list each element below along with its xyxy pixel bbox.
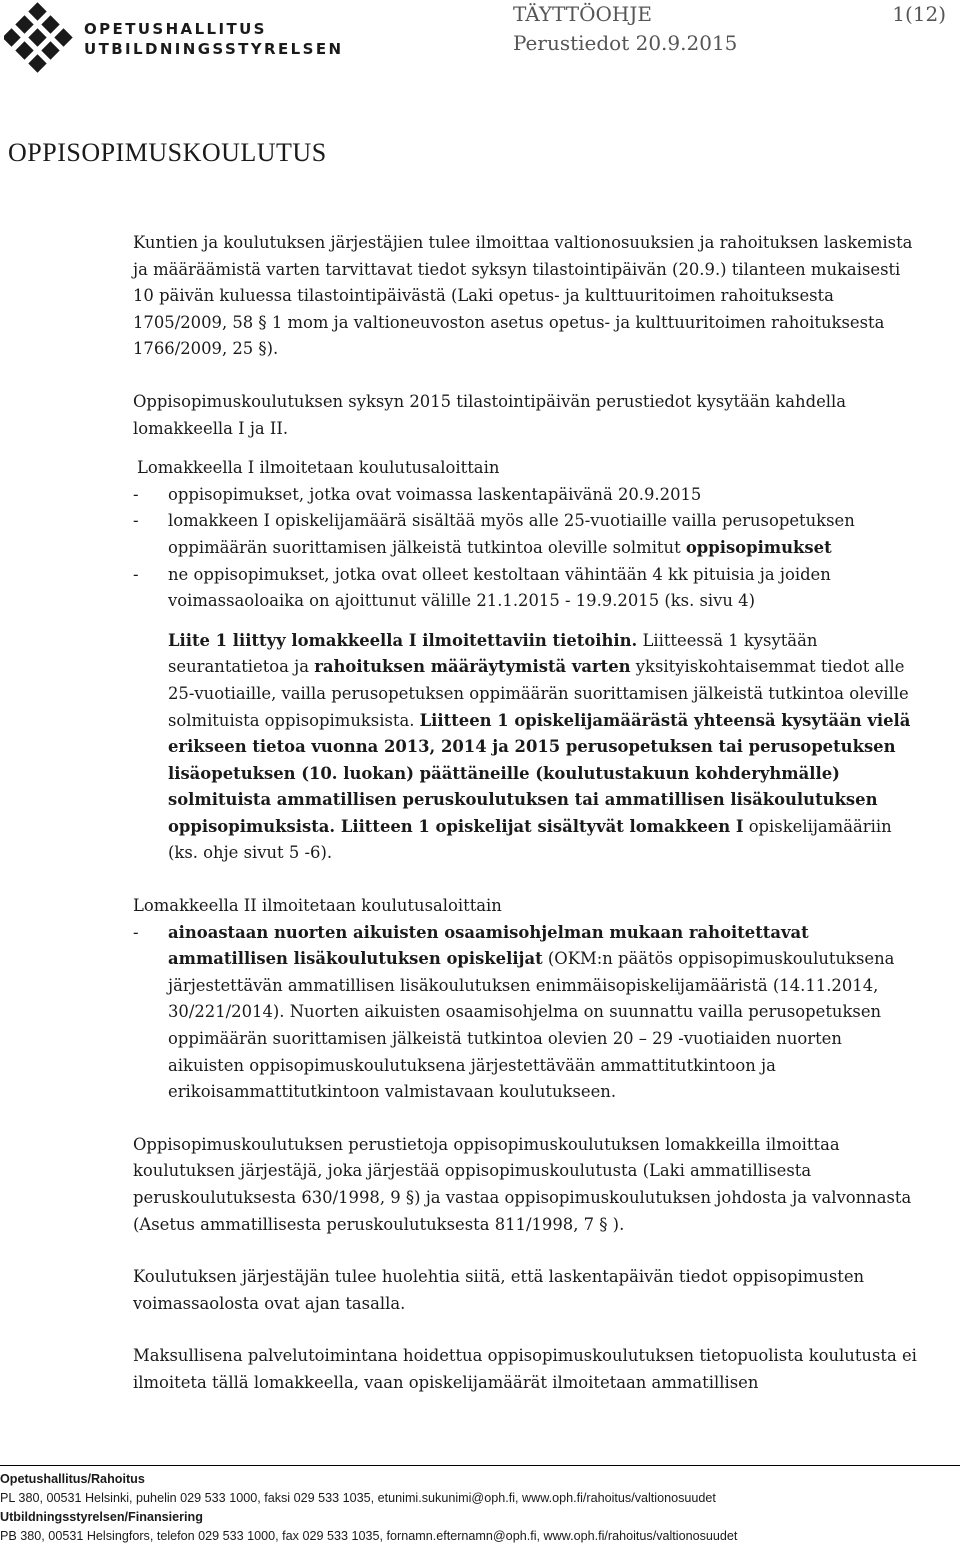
page-footer <box>0 1465 960 1546</box>
list-item: - ne oppisopimukset, jotka ovat olleet kestoltaan vähintään 4 kk pituisia ja joiden voimassaoloaika on ajoittunut välille 21.1.2015 - 19.9.2015 (ks. sivu 4) <box>133 564 831 611</box>
document-date: Perustiedot 20.9.2015 <box>513 31 738 55</box>
organizer-paragraph: Oppisopimuskoulutuksen perustietoja oppisopimuskoulutuksen lomakkeilla ilmoittaa koulutuksen järjestäjä, joka järjestää oppisopimuskoulutusta (Laki ammatillisesta peruskoulutuksesta 630/1998, 9 §) ja vastaa oppisopimuskoulutuksen johdosta ja valvonnasta (Asetus ammatillisesta peruskoulutuksesta 811/1998, 7 § ). <box>133 1134 912 1234</box>
forms-paragraph: Oppisopimuskoulutuksen syksyn 2015 tilastointipäivän perustiedot kysytään kahdella lomakkeella I ja II. <box>133 391 847 438</box>
document-body <box>133 230 918 1397</box>
org-name-swedish: UTBILDNINGSSTYRELSEN <box>84 40 344 58</box>
list-item: - ainoastaan nuorten aikuisten osaamisohjelman mukaan rahoitettavat ammatillisen lisäkoulutuksen opiskelijat (OKM:n päätös oppisopimuskoulutuksena järjestettävän ammatillisen lisäkoulutuksen enimmäisopiskelijamääristä (14.11.2014, 30/221/2014). Nuorten aikuisten osaamisohjelma on suunnattu vailla perusopetuksen oppimäärän suorittamisen jälkeistä tutkintoa olevien 20 – 29 -vuotiaiden nuorten aikuisten oppisopimuskoulutuksena järjestettävään ammattitutkintoon ja erikoisammattitutkintoon valmistavaan koulutukseen. <box>133 922 895 1102</box>
responsibility-paragraph: Koulutuksen järjestäjän tulee huolehtia siitä, että laskentapäivän tiedot oppisopimusten voimassaolosta ovat ajan tasalla. <box>133 1267 865 1313</box>
footer-heading-swedish: Utbildningsstyrelsen/Finansiering <box>0 1510 203 1524</box>
page-title: OPPISOPIMUSKOULUTUS <box>8 138 327 167</box>
page-number: 1(12) <box>892 2 946 26</box>
form1-heading: Lomakkeella I ilmoitetaan koulutusaloittain <box>137 458 500 478</box>
list-item: - lomakkeen I opiskelijamäärä sisältää myös alle 25-vuotiaille vailla perusopetuksen oppimäärän suorittamisen jälkeistä tutkintoa oleville solmitut oppisopimukset <box>133 511 855 557</box>
footer-contact-swedish: PB 380, 00531 Helsingfors, telefon 029 533 1000, fax 029 533 1035, fornamn.efternamn@oph.fi, www.oph.fi/rahoitus/valtionosuudet <box>0 1529 738 1543</box>
list-item: - oppisopimukset, jotka ovat voimassa laskentapäivänä 20.9.2015 <box>133 484 702 504</box>
intro-paragraph: Kuntien ja koulutuksen järjestäjien tulee ilmoittaa valtionosuuksien ja rahoituksen laskemista ja määräämistä varten tarvittavat tiedot syksyn tilastointipäivän (20.9.) tilanteen mukaisesti 10 päivän kuluessa tilastointipäivästä (Laki opetus- ja kulttuuritoimen rahoituksesta 1705/2009, 58 § 1 mom ja valtioneuvoston asetus opetus- ja kulttuuritoimen rahoituksesta 1766/2009, 25 §). <box>133 233 913 359</box>
document-type: TÄYTTÖOHJE <box>513 2 652 26</box>
footer-contact-finnish: PL 380, 00531 Helsinki, puhelin 029 533 1000, faksi 029 533 1035, etunimi.sukunimi@oph.fi, www.oph.fi/rahoitus/valtionosuudet <box>0 1491 716 1505</box>
form2-heading: Lomakkeella II ilmoitetaan koulutusaloittain <box>133 896 502 916</box>
footer-heading-finnish: Opetushallitus/Rahoitus <box>0 1472 145 1486</box>
liite-paragraph: Liite 1 liittyy lomakkeella I ilmoitettaviin tietoihin. Liitteessä 1 kysytään seurantatietoa ja rahoituksen määräytymistä varten yksityiskohtaisemmat tiedot alle 25-vuotiaille, vailla perusopetuksen oppimäärän suorittamisen jälkeistä tutkintoa oleville solmituista oppisopimuksista. Liitteen 1 opiskelijamäärästä yhteensä kysytään vielä erikseen tietoa vuonna 2013, 2014 ja 2015 perusopetuksen tai perusopetuksen lisäopetuksen (10. luokan) päättäneille (koulutustakuun kohderyhmälle) solmituista ammatillisen peruskoulutuksen tai ammatillisen lisäkoulutuksen oppisopimuksista. Liitteen 1 opiskelijat sisältyvät lomakkeen I opiskelijamääriin (ks. ohje sivut 5 -6). <box>168 630 911 863</box>
org-name-finnish: OPETUSHALLITUS <box>84 20 267 38</box>
paid-services-paragraph: Maksullisena palvelutoimintana hoidettua oppisopimuskoulutuksen tietopuolista koulutusta ei ilmoiteta tällä lomakkeella, vaan opiskelijamäärät ilmoitetaan ammatillisen <box>133 1346 917 1392</box>
opetushallitus-logo-icon <box>4 2 80 74</box>
